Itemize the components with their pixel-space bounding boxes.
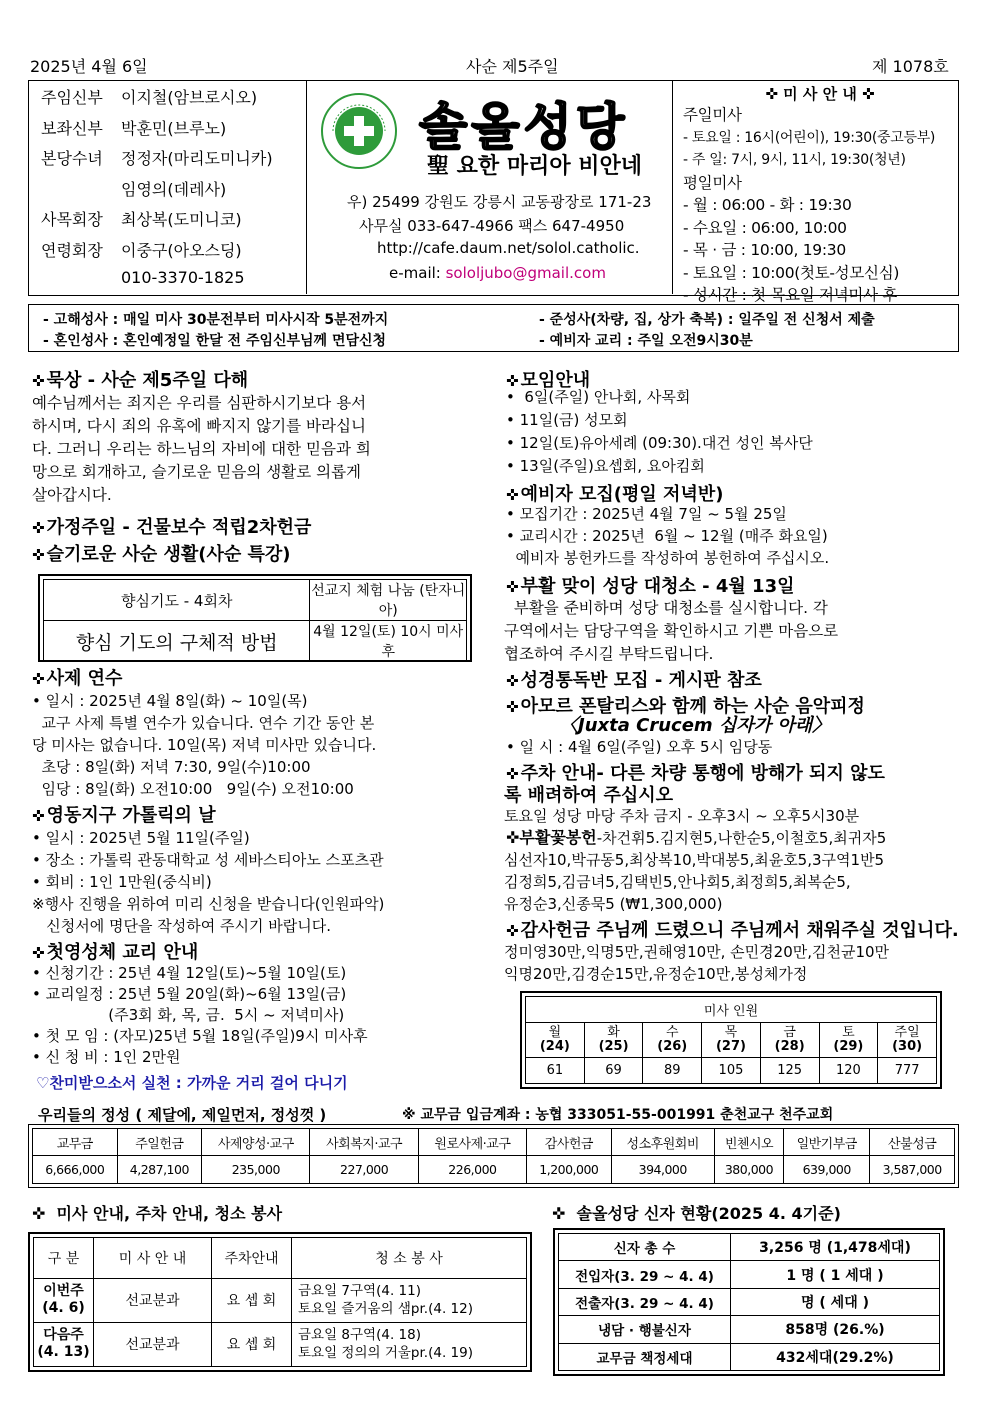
attendance-day-cell <box>760 1023 819 1058</box>
parish-website[interactable]: http://cafe.daum.net/solol.catholic. <box>377 239 640 257</box>
issue-date: 2025년 4월 6일 <box>30 57 148 76</box>
flower-donor-line: 김정희5,김금녀5,김택빈5,안나회5,최정희5,최복순5, <box>504 873 851 891</box>
cleaning-saturday: 토요일 즐거움의 샘pr.(4. 12) <box>298 1301 473 1318</box>
service-mass: 선교분과 <box>94 1278 212 1322</box>
bible-study-title: ✜ 성경통독반 모집 - 게시판 참조 <box>506 670 762 691</box>
cross-bullet-icon: ✜ <box>552 1204 566 1223</box>
staff-name: 이지철(암브로시오) <box>121 88 258 107</box>
youngdong-line: • 회비 : 1인 1만원(중식비) <box>32 873 212 891</box>
offering-header: 일반기부금 <box>784 1129 870 1156</box>
meeting-item: • 11일(금) 성모회 <box>506 411 628 429</box>
lent-lecture-table <box>38 574 472 662</box>
offering-header: 사회복지·교구 <box>310 1129 418 1156</box>
offering-header: 주일헌금 <box>117 1129 202 1156</box>
service-mass: 선교분과 <box>94 1322 212 1366</box>
parish-info <box>307 81 673 294</box>
communion-line: • 교리일정 : 25년 5월 20일(화)~6월 13일(금) <box>32 985 347 1003</box>
mass-schedule-line: - 주 일: 7시, 9시, 11시, 19:30(청년) <box>683 152 906 168</box>
cross-bullet-icon: ✜ <box>32 1204 46 1223</box>
priest-training-line: 교구 사제 특별 연수가 있습니다. 연수 기간 동안 본 <box>32 714 375 732</box>
attendance-date: (24) <box>539 1039 570 1054</box>
stats-row <box>559 1316 940 1343</box>
attendance-date: (28) <box>774 1039 805 1054</box>
attendance-day-cell <box>584 1023 643 1058</box>
service-parking: 요 셉 회 <box>212 1322 292 1366</box>
meeting-title: ✜ 모임안내 <box>506 370 591 391</box>
communion-line: (주3회 화, 목, 금. 5시 ~ 저녁미사) <box>32 1006 345 1024</box>
cross-bullet-icon: ✜ <box>32 807 45 825</box>
staff-role: 본당수녀 <box>41 149 103 168</box>
staff-name: 이중구(아오스딩) <box>121 240 242 260</box>
staff-row <box>41 238 306 269</box>
thanks-title: ✜ 감사헌금 주님께 드렸으니 주님께서 채워주실 것입니다. <box>506 920 959 941</box>
priest-training-line: 임당 : 8일(화) 오전10:00 9일(수) 오전10:00 <box>32 780 354 798</box>
stats-value: 858명 (26.%) <box>731 1316 940 1343</box>
meditation-line: 살아갑시다. <box>32 486 112 504</box>
mass-section-heading: 주일미사 <box>683 106 742 124</box>
communion-line: • 신청기간 : 25년 4월 12일(토)~5월 10일(토) <box>32 964 347 982</box>
attendance-day-cell <box>643 1023 702 1058</box>
mass-schedule-line: - 수요일 : 06:00, 10:00 <box>683 218 847 237</box>
attendance-day: 목 <box>724 1025 738 1040</box>
parking-title: ✜ 주차 안내- 다른 차량 통행에 방해가 되지 않도 <box>506 763 885 784</box>
notice-marriage: - 혼인성사 : 혼인예정일 한달 전 주임신부님께 면담신청 <box>43 333 387 349</box>
youngdong-title: ✜ 영동지구 가톨릭의 날 <box>32 805 216 826</box>
membership-stats-table <box>553 1228 945 1376</box>
attendance-count: 105 <box>702 1058 761 1084</box>
meditation-line: 예수님께서는 죄지은 우리를 심판하시기보다 용서 <box>32 394 367 412</box>
notice-catechumen: - 예비자 교리 : 주일 오전9시30분 <box>539 333 753 349</box>
mass-schedule <box>675 81 957 304</box>
meditation-text <box>32 392 478 507</box>
cleaning-saturday: 토요일 정의의 거울pr.(4. 19) <box>298 1345 473 1362</box>
stats-value: 432세대(29.2%) <box>731 1343 940 1370</box>
cross-bullet-icon: ✜ <box>506 922 519 940</box>
attendance-day: 토 <box>842 1025 855 1040</box>
lent-lecture-title: ✜ 슬기로운 사순 생활(사순 특강) <box>32 544 291 565</box>
service-week-label: 다음주 <box>43 1327 84 1344</box>
service-table <box>28 1232 532 1372</box>
concert-detail: • 일 시 : 4월 6일(주일) 오후 5시 임당동 <box>506 738 773 756</box>
priest-training-line: • 일시 : 2025년 4월 8일(화) ~ 10일(목) <box>32 692 308 710</box>
stats-row <box>559 1288 940 1315</box>
cross-bullet-icon: ✜ <box>506 765 519 783</box>
attendance-count: 777 <box>878 1058 937 1084</box>
mass-schedule-line: - 토요일 : 10:00(첫토-성모신심) <box>683 263 900 282</box>
stats-label: 냉담 · 행불신자 <box>559 1316 731 1343</box>
stats-row <box>559 1343 940 1370</box>
laudato-si-slogan: ♡찬미받으소서 실천 : 가까운 거리 걸어 다니기 <box>36 1074 348 1092</box>
attendance-date: (29) <box>833 1039 864 1054</box>
service-week <box>34 1322 94 1366</box>
family-sunday-title: ✜ 가정주일 - 건물보수 적립2차헌금 <box>32 517 312 538</box>
mass-schedule-line: - 목 · 금 : 10:00, 19:30 <box>683 241 846 259</box>
notice-confession: - 고해성사 : 매일 미사 30분전부터 미사시작 5분전까지 <box>43 312 389 328</box>
priest-training-text <box>32 690 376 800</box>
parish-email <box>389 264 606 282</box>
staff-row <box>41 146 306 177</box>
service-week-label: 이번주 <box>43 1283 84 1300</box>
offering-value: 3,587,000 <box>870 1156 955 1184</box>
staff-name: 010-3370-1825 <box>121 268 245 287</box>
attendance-count: 125 <box>760 1058 819 1084</box>
parish-seal-logo <box>319 91 399 171</box>
offering-title: 우리들의 정성 ( 제달에, 제일먼저, 정성껏 ) <box>38 1106 327 1124</box>
stats-value: 명 ( 세대 ) <box>731 1288 940 1315</box>
stats-row <box>559 1261 940 1288</box>
parish-address: 우) 25499 강원도 강릉시 교동광장로 171-23 <box>347 193 652 211</box>
offering-value: 4,287,100 <box>117 1156 202 1184</box>
parish-name: 솔올성당 <box>419 98 629 156</box>
cross-bullet-icon: ✜ <box>506 372 519 390</box>
service-cleaning <box>292 1322 527 1366</box>
cross-bullet-icon: ✜ <box>506 828 520 847</box>
offering-value: 235,000 <box>202 1156 310 1184</box>
offering-value: 226,000 <box>418 1156 526 1184</box>
flower-donor-line: 심선자10,박규동5,최상복10,박대봉5,최윤호5,3구역1반5 <box>504 851 885 869</box>
cross-bullet-icon: ✜ <box>506 578 519 596</box>
meeting-item: • 13일(주일)요셉회, 요아킴회 <box>506 457 705 475</box>
staff-row <box>41 116 306 147</box>
email-link[interactable]: sololjubo@gmail.com <box>445 264 606 282</box>
catechumen-line: 예비자 봉헌카드를 작성하여 봉헌하여 주십시오. <box>506 549 830 567</box>
thanks-donors <box>504 941 889 985</box>
service-week-date: (4. 6) <box>42 1300 85 1317</box>
email-label: e-mail: <box>389 264 446 282</box>
cleaning-line: 구역에서는 담당구역을 확인하시고 기쁜 마음으로 <box>504 622 839 640</box>
lecture-date: 4월 12일(토) 10시 미사 후 <box>310 621 467 662</box>
communion-line: • 첫 모 임 : (자모)25년 5월 18일(주일)9시 미사후 <box>32 1027 368 1045</box>
offering-value: 1,200,000 <box>527 1156 612 1184</box>
staff-name: 최상복(도미니코) <box>121 210 242 229</box>
youngdong-line: 신청서에 명단을 작성하여 주시기 바랍니다. <box>32 917 331 935</box>
mass-schedule-line: - 성시간 : 첫 목요일 저녁미사 후 <box>683 286 898 304</box>
meditation-line: 망으로 회개하고, 슬기로운 믿음의 생활로 의롭게 <box>32 463 362 481</box>
cleaning-line: 부활을 준비하며 성당 대청소를 실시합니다. 각 <box>504 599 828 617</box>
catechumen-text <box>506 503 829 569</box>
attendance-day-cell <box>526 1023 585 1058</box>
patron-saint: 聖 요한 마리아 비안네 <box>427 154 642 179</box>
service-row <box>34 1278 527 1322</box>
offering-value: 394,000 <box>611 1156 714 1184</box>
cross-bullet-icon: ✜ <box>506 698 519 716</box>
catechumen-line: • 모집기간 : 2025년 4월 7일 ~ 5월 25일 <box>506 505 787 523</box>
service-header: 청 소 봉 사 <box>292 1238 527 1279</box>
meeting-list <box>506 386 813 478</box>
catechumen-line: • 교리시간 : 2025년 6월 ~ 12월 (매주 화요일) <box>506 527 828 545</box>
service-header: 미 사 안 내 <box>94 1238 212 1279</box>
cross-bullet-icon: ✜ <box>506 486 519 504</box>
youngdong-text <box>32 827 384 937</box>
attendance-day: 화 <box>607 1025 620 1040</box>
mass-schedule-title: ✜ 미 사 안 내 ✜ <box>765 85 875 103</box>
catechumen-title: ✜ 예비자 모집(평일 저녁반) <box>506 484 724 505</box>
lecture-session: 향심기도 - 4회차 <box>44 580 310 621</box>
offering-header: 감사헌금 <box>527 1129 612 1156</box>
stats-label: 전출자(3. 29 ~ 4. 4) <box>559 1288 731 1315</box>
concert-title: ✜ 아모르 폰탈리스와 함께 하는 사순 음악피정 <box>506 696 865 717</box>
staff-row <box>41 207 306 238</box>
parking-detail: 토요일 성당 마당 주차 금지 - 오후3시 ~ 오후5시30분 <box>504 807 860 825</box>
service-parking: 요 셉 회 <box>212 1278 292 1322</box>
offering-account: ※ 교무금 입금계좌 : 농협 333051-55-001991 춘천교구 천주교회 <box>402 1107 834 1123</box>
staff-name: 박훈민(브루노) <box>121 118 227 138</box>
meeting-item: • 12일(토)유아세례 (09:30).대건 성인 복사단 <box>506 434 813 452</box>
flower-donor-line: 유정순3,신종묵5 (₩1,300,000) <box>504 895 723 913</box>
attendance-day-cell <box>702 1023 761 1058</box>
stats-value: 3,256 명 (1,478세대) <box>731 1234 940 1261</box>
service-title: ✜ 미사 안내, 주차 안내, 청소 봉사 <box>32 1204 283 1223</box>
attendance-count: 61 <box>526 1058 585 1084</box>
service-cleaning <box>292 1278 527 1322</box>
parish-phone: 사무실 033-647-4966 팩스 647-4950 <box>359 217 625 235</box>
stats-label: 교무금 책정세대 <box>559 1343 731 1370</box>
cross-bullet-icon: ✜ <box>32 944 45 962</box>
staff-row <box>41 177 306 208</box>
priest-training-line: 당 미사는 없습니다. 10일(목) 저녁 미사만 있습니다. <box>32 736 377 754</box>
flower-title: ✜부활꽃봉헌 <box>506 828 597 847</box>
issue-number: 제 1078호 <box>872 57 949 76</box>
meditation-line: 하시며, 다시 죄의 유혹에 빠지지 않기를 바라십니 <box>32 417 366 435</box>
attendance-title: 미사 인원 <box>526 997 937 1023</box>
attendance-date: (30) <box>892 1039 923 1054</box>
flower-donors <box>504 849 884 915</box>
attendance-day: 주일 <box>894 1025 920 1040</box>
cleaning-text <box>504 597 948 666</box>
notice-blessing: - 준성사(차량, 집, 상가 축복) : 일주일 전 신청서 제출 <box>539 312 875 328</box>
first-communion-text <box>32 963 368 1068</box>
offering-value: 227,000 <box>310 1156 418 1184</box>
concert-subtitle: 〈Juxta Crucem 십자가 아래〉 <box>560 715 831 736</box>
offering-value: 380,000 <box>714 1156 783 1184</box>
staff-row <box>41 268 306 299</box>
mass-section-heading: 평일미사 <box>683 173 742 192</box>
offering-header: 성소후원회비 <box>611 1129 714 1156</box>
thanks-donor-line: 정미영30만,익명5만,권해영10만, 손민경20만,김천균10만 <box>504 943 890 961</box>
offering-header: 산불성금 <box>870 1129 955 1156</box>
staff-role: 주임신부 <box>41 88 103 107</box>
flower-line-1: -차건휘5.김지현5,나한순5,이철호5,최귀자5 <box>596 829 887 847</box>
sacrament-notices <box>28 304 959 352</box>
stats-value: 1 명 ( 1 세대 ) <box>731 1261 940 1288</box>
parking-title-cont: 록 배려하여 주십시오 <box>504 785 674 806</box>
lecture-topic: 향심 기도의 구체적 방법 <box>44 621 310 662</box>
youngdong-line: • 장소 : 가톨릭 관동대학교 성 세바스티아노 스포츠관 <box>32 851 384 869</box>
mass-schedule-line: - 월 : 06:00 - 화 : 19:30 <box>683 196 852 214</box>
staff-list <box>29 81 307 294</box>
cross-bullet-icon: ✜ <box>32 670 45 688</box>
youngdong-line: • 일시 : 2025년 5월 11일(주일) <box>32 829 250 847</box>
staff-role: 연령회장 <box>41 240 103 260</box>
youngdong-line: ※행사 진행을 위하여 미리 신청을 받습니다(인원파악) <box>32 895 385 913</box>
staff-row <box>41 85 306 116</box>
cross-bullet-icon: ✜ <box>32 546 45 564</box>
cross-bullet-icon: ✜ <box>32 372 45 390</box>
attendance-day-cell <box>819 1023 878 1058</box>
cleaning-title: ✜ 부활 맞이 성당 대청소 - 4월 13일 <box>506 576 795 597</box>
staff-role: 사목회장 <box>41 210 103 229</box>
attendance-count: 69 <box>584 1058 643 1084</box>
attendance-count: 89 <box>643 1058 702 1084</box>
staff-name: 정정자(마리도미니카) <box>121 149 273 168</box>
service-week-date: (4. 13) <box>37 1344 90 1361</box>
offering-header: 사제양성·교구 <box>202 1129 310 1156</box>
priest-training-title: ✜ 사제 연수 <box>32 668 123 689</box>
stats-row <box>559 1234 940 1261</box>
meeting-item: • 6일(주일) 안나회, 사목회 <box>506 388 691 406</box>
communion-line: • 신 청 비 : 1인 2만원 <box>32 1048 181 1066</box>
cross-bullet-icon: ✜ <box>32 519 45 537</box>
cleaning-friday: 금요일 8구역(4. 18) <box>298 1327 421 1344</box>
mission-sharing: 선교지 체험 나눔 (탄자니아) <box>310 580 467 621</box>
offering-header: 교무금 <box>33 1129 118 1156</box>
thanks-donor-line: 익명20만,김경순15만,유정순10만,봉성체가정 <box>504 965 808 983</box>
meditation-title: ✜ 묵상 - 사순 제5주일 다해 <box>32 370 249 391</box>
attendance-date: (27) <box>715 1039 746 1054</box>
stats-title: ✜ 솔올성당 신자 현황(2025 4. 4기준) <box>552 1204 841 1223</box>
attendance-count: 120 <box>819 1058 878 1084</box>
offering-header: 빈첸시오 <box>714 1129 783 1156</box>
staff-name: 임영의(데레사) <box>121 179 227 199</box>
attendance-day-cell <box>878 1023 937 1058</box>
attendance-day: 금 <box>783 1025 796 1040</box>
attendance-day: 수 <box>665 1025 679 1040</box>
cleaning-line: 협조하여 주시길 부탁드립니다. <box>504 645 714 663</box>
easter-flowers <box>506 827 952 849</box>
masthead <box>28 80 959 304</box>
attendance-day: 월 <box>548 1025 562 1040</box>
attendance-date: (25) <box>598 1039 629 1054</box>
staff-role: 보좌신부 <box>41 118 103 138</box>
attendance-date: (26) <box>657 1039 688 1054</box>
priest-training-line: 초당 : 8일(화) 저녁 7:30, 9일(수)10:00 <box>32 758 311 776</box>
offering-value: 639,000 <box>784 1156 870 1184</box>
stats-label: 전입자(3. 29 ~ 4. 4) <box>559 1261 731 1288</box>
meditation-line: 다. 그러니 우리는 하느님의 자비에 대한 믿음과 희 <box>32 440 371 458</box>
service-header: 구 분 <box>34 1238 94 1279</box>
first-communion-title: ✜ 첫영성체 교리 안내 <box>32 942 199 963</box>
cross-bullet-icon: ✜ <box>506 672 519 690</box>
mass-attendance-table <box>520 991 942 1089</box>
stats-label: 신자 총 수 <box>559 1234 731 1261</box>
offering-header: 원로사제·교구 <box>418 1129 526 1156</box>
service-week <box>34 1278 94 1322</box>
cleaning-friday: 금요일 7구역(4. 11) <box>298 1283 421 1300</box>
offering-value: 6,666,000 <box>33 1156 118 1184</box>
offering-table <box>28 1124 959 1188</box>
liturgical-week: 사순 제5주일 <box>466 57 559 76</box>
service-header: 주차안내 <box>212 1238 292 1279</box>
service-row <box>34 1322 527 1366</box>
mass-schedule-line: - 토요일 : 16시(어린이), 19:30(중고등부) <box>683 129 936 146</box>
